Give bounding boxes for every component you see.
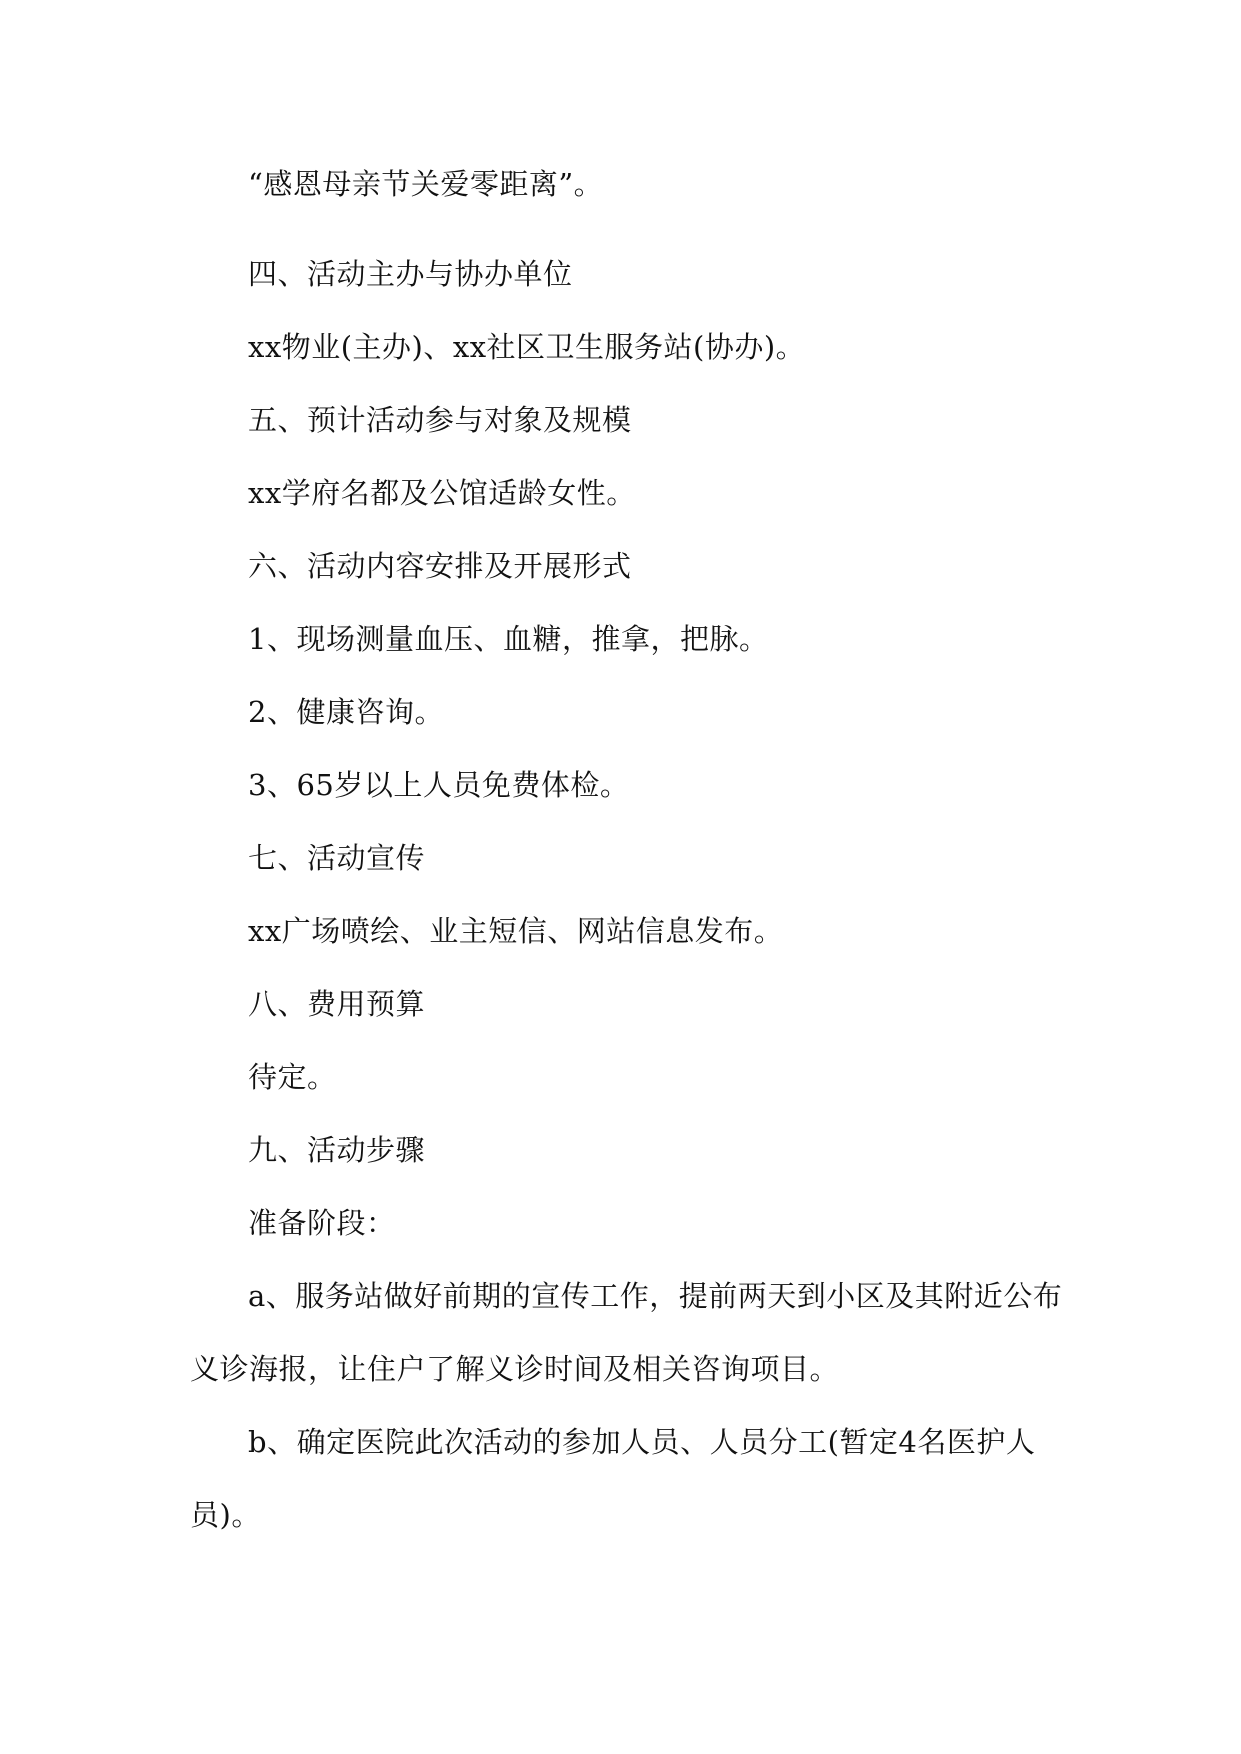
section-heading-participants: 五、预计活动参与对象及规模: [248, 403, 632, 437]
section-heading-organizers: 四、活动主办与协办单位: [248, 257, 573, 291]
list-item-1: 1、现场测量血压、血糖，推拿，把脉。: [248, 622, 769, 656]
paragraph-b-line-2: 员)。: [190, 1498, 261, 1532]
paragraph-a-line-1: a、服务站做好前期的宣传工作，提前两天到小区及其附近公布: [248, 1279, 1063, 1313]
text-line-participants: xx学府名都及公馆适龄女性。: [248, 476, 636, 510]
list-item-3: 3、65岁以上人员免费体检。: [248, 768, 630, 802]
section-heading-steps: 九、活动步骤: [248, 1133, 426, 1167]
section-heading-publicity: 七、活动宣传: [248, 841, 426, 875]
section-heading-content: 六、活动内容安排及开展形式: [248, 549, 632, 583]
section-heading-budget: 八、费用预算: [248, 987, 426, 1021]
text-line-budget: 待定。: [248, 1060, 337, 1094]
text-line-preparation: 准备阶段：: [248, 1206, 396, 1240]
paragraph-b-line-1: b、确定医院此次活动的参加人员、人员分工(暂定4名医护人: [248, 1425, 1036, 1459]
text-line-slogan: “感恩母亲节关爱零距离”。: [248, 167, 604, 201]
text-line-publicity: xx广场喷绘、业主短信、网站信息发布。: [248, 914, 784, 948]
list-item-2: 2、健康咨询。: [248, 695, 444, 729]
paragraph-a-line-2: 义诊海报，让住户了解义诊时间及相关咨询项目。: [190, 1352, 840, 1386]
text-line-organizers: xx物业(主办)、xx社区卫生服务站(协办)。: [248, 330, 806, 364]
